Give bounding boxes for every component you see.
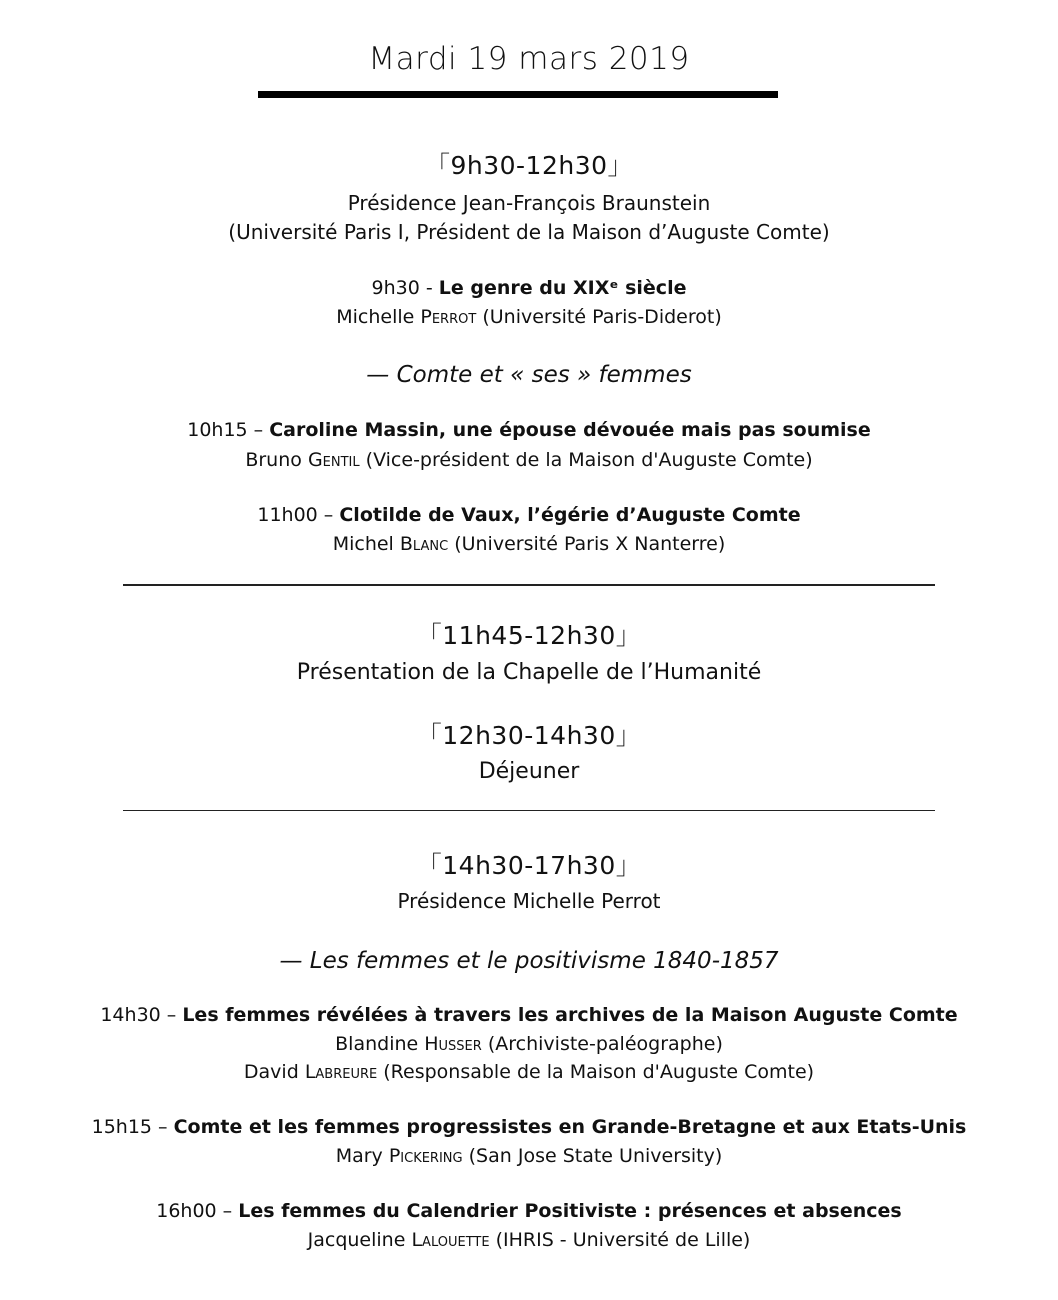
talk-title: Comte et les femmes progressistes en Grande-Bretagne et aux Etats-Unis <box>173 1116 967 1138</box>
speaker-first-name: Michelle <box>336 306 421 328</box>
speaker-affiliation: (IHRIS - Université de Lille) <box>489 1229 751 1251</box>
afternoon-chair: Présidence Michelle Perrot <box>397 889 661 913</box>
morning-talk1 <box>0 279 1058 298</box>
speaker-last-name: Lalouette <box>411 1229 490 1251</box>
speaker-affiliation: (Responsable de la Maison d'Auguste Comte) <box>377 1061 815 1083</box>
talk-time: 16h00 – <box>156 1200 239 1222</box>
speaker-last-name: Perrot <box>420 306 477 328</box>
speaker-affiliation: (Archiviste-paléographe) <box>481 1033 723 1055</box>
afternoon-talk1-speaker2 <box>0 1063 1058 1082</box>
speaker-first-name: Blandine <box>335 1033 425 1055</box>
talk-time: 10h15 – <box>187 419 270 441</box>
speaker-affiliation: (San Jose State University) <box>462 1145 723 1167</box>
speaker-first-name: Bruno <box>245 449 308 471</box>
midday-slot2: 「12h30-14h30」 <box>416 721 642 750</box>
speaker-affiliation: (Vice-président de la Maison d'Auguste Comte) <box>359 449 813 471</box>
afternoon-talk1-speaker1 <box>0 1035 1058 1054</box>
speaker-affiliation: (Université Paris X Nanterre) <box>448 533 726 555</box>
day-title: Mardi 19 mars 2019 <box>368 41 690 77</box>
speaker-first-name: Michel <box>332 533 400 555</box>
section-divider <box>123 584 935 586</box>
morning-talk1-speaker <box>0 308 1058 327</box>
morning-chair-affiliation: (Université Paris I, Président de la Maison d’Auguste Comte) <box>228 220 830 244</box>
speaker-first-name: Jacqueline <box>307 1229 412 1251</box>
midday-slot2-label: Déjeuner <box>478 759 580 784</box>
speaker-last-name: Husser <box>424 1033 482 1055</box>
talk-time: 9h30 - <box>371 277 439 299</box>
morning-theme: — Comte et « ses » femmes <box>366 362 692 388</box>
speaker-last-name: Gentil <box>307 449 360 471</box>
talk-title: Clotilde de Vaux, l’égérie d’Auguste Comte <box>339 504 801 526</box>
afternoon-slot: 「14h30-17h30」 <box>416 851 642 880</box>
speaker-first-name: Mary <box>335 1145 389 1167</box>
morning-talk3-speaker <box>0 535 1058 554</box>
section-divider <box>123 810 935 811</box>
talk-title: Les femmes du Calendrier Positiviste : présences et absences <box>238 1200 902 1222</box>
midday-slot1: 「11h45-12h30」 <box>416 621 642 650</box>
talk-title: Le genre du XIXᵉ siècle <box>438 277 687 299</box>
talk-time: 14h30 – <box>100 1004 183 1026</box>
afternoon-talk2-speaker <box>0 1147 1058 1166</box>
talk-title: Caroline Massin, une épouse dévouée mais pas soumise <box>269 419 871 441</box>
speaker-affiliation: (Université Paris-Diderot) <box>476 306 722 328</box>
afternoon-talk3 <box>0 1202 1058 1221</box>
midday-slot1-label: Présentation de la Chapelle de l’Humanité <box>296 660 762 685</box>
afternoon-theme: — Les femmes et le positivisme 1840-1857 <box>279 948 779 974</box>
morning-talk2 <box>0 421 1058 440</box>
afternoon-talk2 <box>0 1118 1058 1137</box>
morning-talk2-speaker <box>0 451 1058 470</box>
afternoon-talk1 <box>0 1006 1058 1025</box>
morning-chair: Présidence Jean-François Braunstein <box>347 191 711 215</box>
speaker-last-name: Pickering <box>388 1145 463 1167</box>
speaker-last-name: Blanc <box>399 533 449 555</box>
talk-time: 15h15 – <box>91 1116 174 1138</box>
morning-slot: 「9h30-12h30」 <box>424 151 634 180</box>
afternoon-talk3-speaker <box>0 1231 1058 1250</box>
speaker-first-name: David <box>243 1061 305 1083</box>
talk-title: Les femmes révélées à travers les archives de la Maison Auguste Comte <box>182 1004 958 1026</box>
morning-talk3 <box>0 506 1058 525</box>
talk-time: 11h00 – <box>257 504 340 526</box>
speaker-last-name: Labreure <box>304 1061 378 1083</box>
title-underline-bar <box>258 91 778 98</box>
